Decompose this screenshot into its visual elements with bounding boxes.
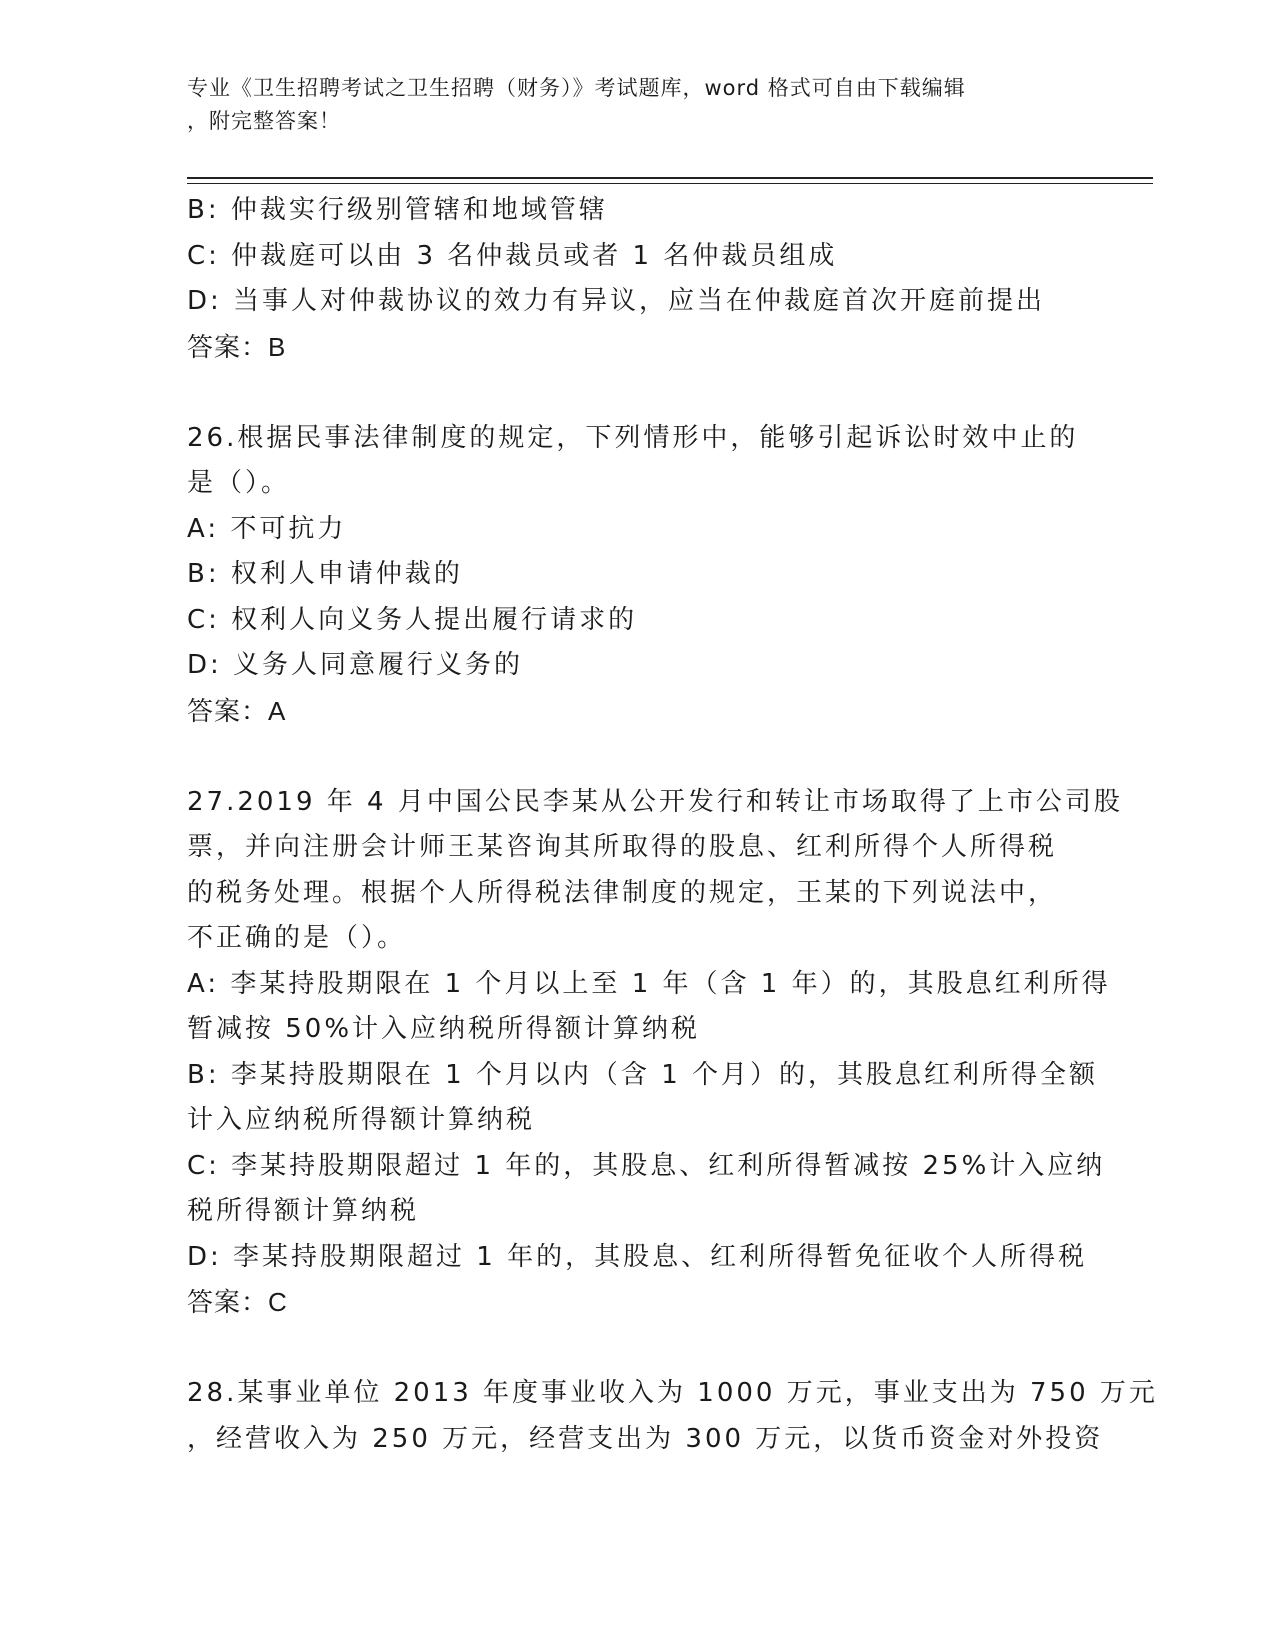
page-header (187, 72, 1067, 138)
document-body (187, 188, 1158, 1462)
header-divider-thin (187, 183, 1153, 184)
q28-stem-line-2: ，经营收入为 250 万元，经营支出为 300 万元，以货币资金对外投资 (187, 1423, 1104, 1454)
question-28-block (187, 1371, 1158, 1462)
question-27-block (187, 780, 1123, 1326)
q26-stem-line-1: 26.根据民事法律制度的规定，下列情形中，能够引起诉讼时效中止的 (187, 422, 1079, 453)
q27-option-c-line-2: 税所得额计算纳税 (187, 1196, 420, 1226)
q26-stem-line-2: 是（）。 (187, 468, 291, 498)
q27-option-d: D: 李某持股期限超过 1 年的，其股息、红利所得暂免征收个人所得税 (187, 1241, 1088, 1272)
q26-answer: 答案：A (187, 695, 287, 726)
spacer (187, 1326, 1087, 1372)
q26-option-a: A: 不可抗力 (187, 513, 347, 544)
q27-option-b-line-1: B: 李某持股期限在 1 个月以内（含 1 个月）的，其股息红利所得全额 (187, 1059, 1099, 1090)
q27-stem-line-2: 票，并向注册会计师王某咨询其所取得的股息、红利所得个人所得税 (187, 832, 1058, 862)
question-25-block (187, 188, 1087, 370)
q27-option-b-line-2: 计入应纳税所得额计算纳税 (187, 1105, 536, 1135)
q27-stem-line-1: 27.2019 年 4 月中国公民李某从公开发行和转让市场取得了上市公司股 (187, 786, 1123, 817)
q27-stem-line-3: 的税务处理。根据个人所得税法律制度的规定，王某的下列说法中， (187, 877, 1058, 908)
q27-stem-line-4: 不正确的是（）。 (187, 923, 407, 953)
header-line-1: 专业《卫生招聘考试之卫生招聘（财务）》考试题库，word 格式可自由下载编辑 (187, 76, 966, 100)
q25-option-c: C: 仲裁庭可以由 3 名仲裁员或者 1 名仲裁员组成 (187, 240, 838, 271)
spacer (187, 734, 1087, 780)
q28-stem-line-1: 28.某事业单位 2013 年度事业收入为 1000 万元，事业支出为 750 万元 (187, 1378, 1158, 1408)
q26-option-b: B: 权利人申请仲裁的 (187, 559, 463, 589)
q25-answer: 答案：B (187, 331, 287, 362)
q25-option-d: D: 当事人对仲裁协议的效力有异议，应当在仲裁庭首次开庭前提出 (187, 286, 1046, 316)
q26-option-d: D: 义务人同意履行义务的 (187, 650, 524, 680)
header-line-2: ，附完整答案！ (187, 109, 341, 133)
q27-answer: 答案：C (187, 1287, 288, 1317)
q26-option-c: C: 权利人向义务人提出履行请求的 (187, 604, 638, 635)
q27-option-a-line-1: A: 李某持股期限在 1 个月以上至 1 年（含 1 年）的，其股息红利所得 (187, 968, 1111, 999)
q25-option-b: B: 仲裁实行级别管辖和地域管辖 (187, 195, 608, 225)
q27-option-c-line-1: C: 李某持股期限超过 1 年的，其股息、红利所得暂减按 25%计入应纳 (187, 1150, 1106, 1181)
q27-option-a-line-2: 暂减按 50%计入应纳税所得额计算纳税 (187, 1014, 701, 1044)
spacer (187, 370, 1087, 416)
header-divider-thick (187, 177, 1153, 179)
question-26-block (187, 416, 1087, 735)
